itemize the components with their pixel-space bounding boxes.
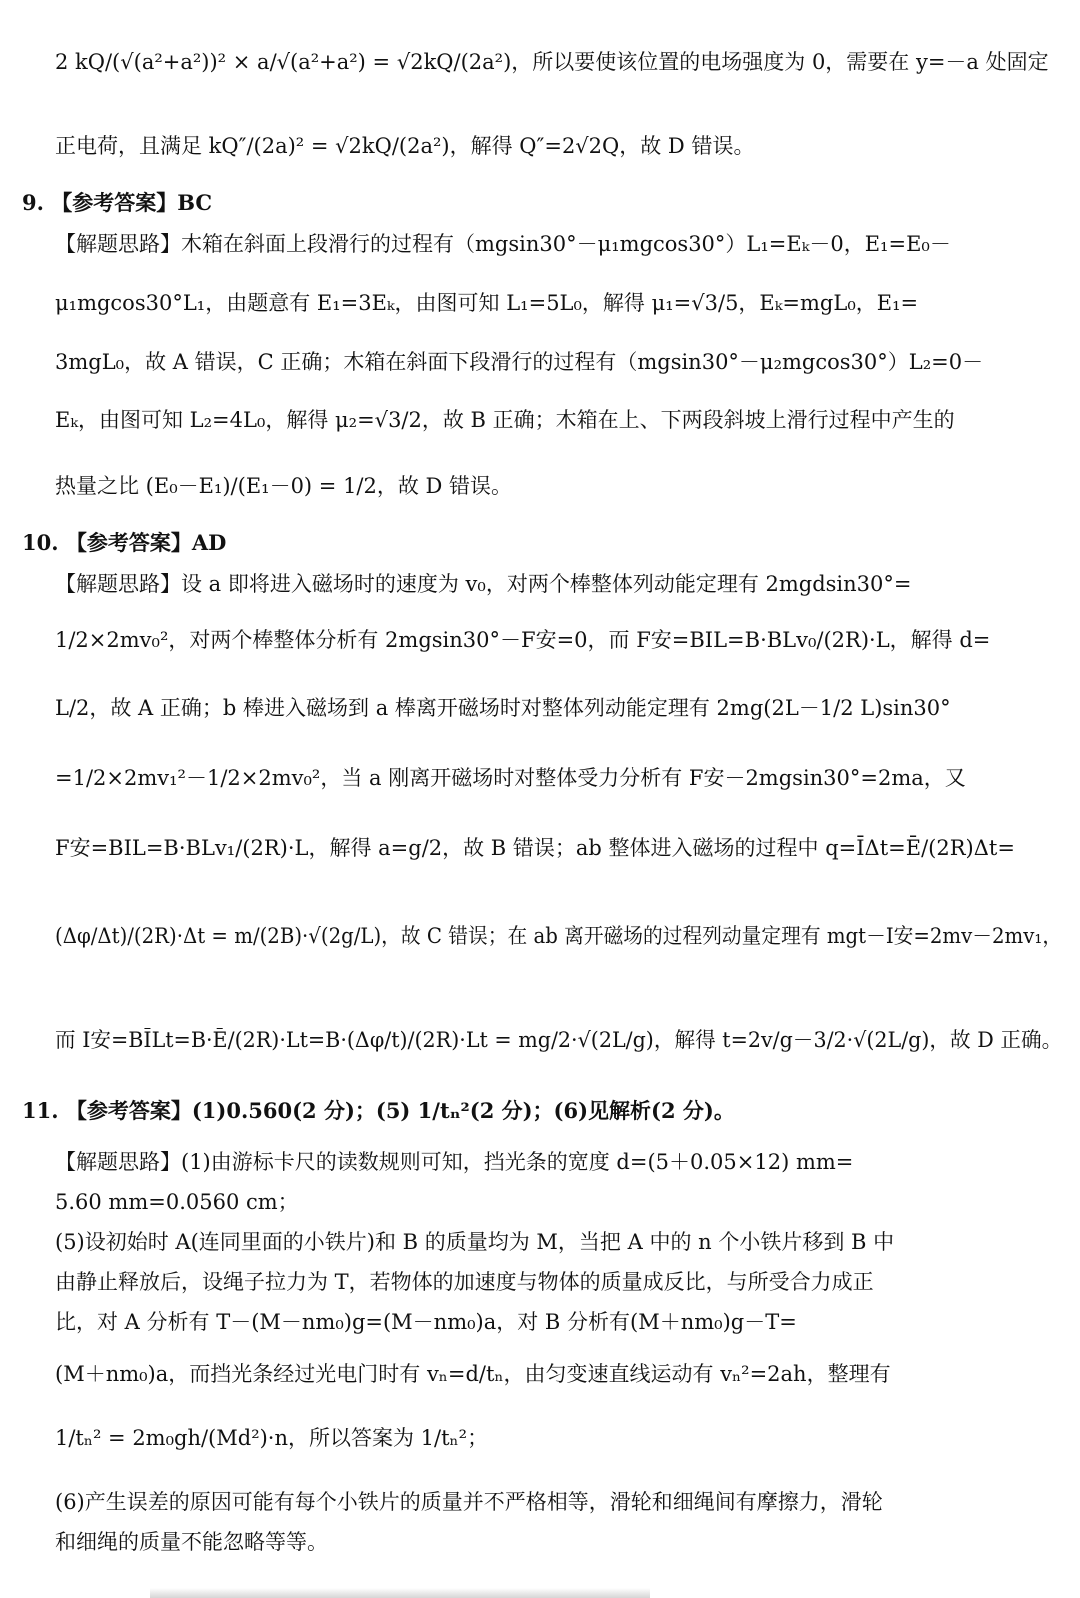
- text-line: 【解题思路】木箱在斜面上段滑行的过程有（mgsin30°－μ₁mgcos30°）L₁=Eₖ－0，E₁=E₀－: [55, 232, 951, 256]
- text-line: 由静止释放后，设绳子拉力为 T，若物体的加速度与物体的质量成反比，与所受合力成正: [55, 1270, 874, 1294]
- text-line: (M＋nm₀)a，而挡光条经过光电门时有 vₙ=d/tₙ，由匀变速直线运动有 vₙ²=2ah，整理有: [55, 1362, 891, 1386]
- text-line: 而 I安=BĪLt=B·Ē/(2R)·Lt=B·(Δφ/t)/(2R)·Lt = mg/2·√(2L/g)，解得 t=2v/g－3/2·√(2L/g)，故 D 正确。: [55, 1028, 1063, 1052]
- question-10-answer: 10. 【参考答案】AD: [22, 530, 227, 555]
- text-line: 和细绳的质量不能忽略等等。: [55, 1530, 328, 1554]
- text-line: 5.60 mm=0.0560 cm；: [55, 1190, 299, 1214]
- text-line: 【解题思路】设 a 即将进入磁场时的速度为 v₀，对两个棒整体列动能定理有 2mgdsin30°=: [55, 572, 912, 596]
- text-line: 1/2×2mv₀²，对两个棒整体分析有 2mgsin30°－F安=0，而 F安=BIL=B·BLv₀/(2R)·L，解得 d=: [55, 628, 991, 652]
- text-line: =1/2×2mv₁²－1/2×2mv₀²，当 a 刚离开磁场时对整体受力分析有 F安－2mgsin30°=2ma，又: [55, 766, 966, 790]
- text-line: 1/tₙ² = 2m₀gh/(Md²)·n，所以答案为 1/tₙ²；: [55, 1426, 489, 1450]
- text-line: (Δφ/Δt)/(2R)·Δt = m/(2B)·√(2g/L)，故 C 错误；在 ab 离开磁场的过程列动量定理有 mgt－I安=2mv－2mv₁，: [55, 924, 1063, 948]
- text-line: 【解题思路】(1)由游标卡尺的读数规则可知，挡光条的宽度 d=(5＋0.05×12) mm=: [55, 1150, 854, 1174]
- text-line: μ₁mgcos30°L₁，由题意有 E₁=3Eₖ，由图可知 L₁=5L₀，解得 μ₁=√3/5，Eₖ=mgL₀，E₁=: [55, 291, 919, 315]
- text-line: F安=BIL=B·BLv₁/(2R)·L，解得 a=g/2，故 B 错误；ab 整体进入磁场的过程中 q=ĪΔt=Ē/(2R)Δt=: [55, 836, 1015, 860]
- text-line: 热量之比 (E₀－E₁)/(E₁－0) = 1/2，故 D 错误。: [55, 474, 513, 498]
- text-line: 3mgL₀，故 A 错误，C 正确；木箱在斜面下段滑行的过程有（mgsin30°－μ₂mgcos30°）L₂=0－: [55, 350, 984, 374]
- text-line: 比，对 A 分析有 T－(M－nm₀)g=(M－nm₀)a，对 B 分析有(M＋nm₀)g－T=: [55, 1310, 797, 1334]
- text-line: Eₖ，由图可知 L₂=4L₀，解得 μ₂=√3/2，故 B 正确；木箱在上、下两段斜坡上滑行过程中产生的: [55, 408, 955, 432]
- question-11-answer: 11. 【参考答案】(1)0.560(2 分)；(5) 1/tₙ²(2 分)；(6)见解析(2 分)。: [22, 1098, 735, 1123]
- text-line: 2 kQ/(√(a²+a²))² × a/√(a²+a²) = √2kQ/(2a²)，所以要使该位置的电场强度为 0，需要在 y=－a 处固定: [55, 50, 1049, 74]
- cut-off-text-edge: [150, 1588, 650, 1598]
- text-line: (5)设初始时 A(连同里面的小铁片)和 B 的质量均为 M，当把 A 中的 n 个小铁片移到 B 中: [55, 1230, 895, 1254]
- text-line: L/2，故 A 正确；b 棒进入磁场到 a 棒离开磁场时对整体列动能定理有 2mg(2L－1/2 L)sin30°: [55, 696, 951, 720]
- text-line: 正电荷，且满足 kQ″/(2a)² = √2kQ/(2a²)，解得 Q″=2√2Q，故 D 错误。: [55, 134, 755, 158]
- question-9-answer: 9. 【参考答案】BC: [22, 190, 213, 215]
- text-line: (6)产生误差的原因可能有每个小铁片的质量并不严格相等，滑轮和细绳间有摩擦力，滑轮: [55, 1490, 883, 1514]
